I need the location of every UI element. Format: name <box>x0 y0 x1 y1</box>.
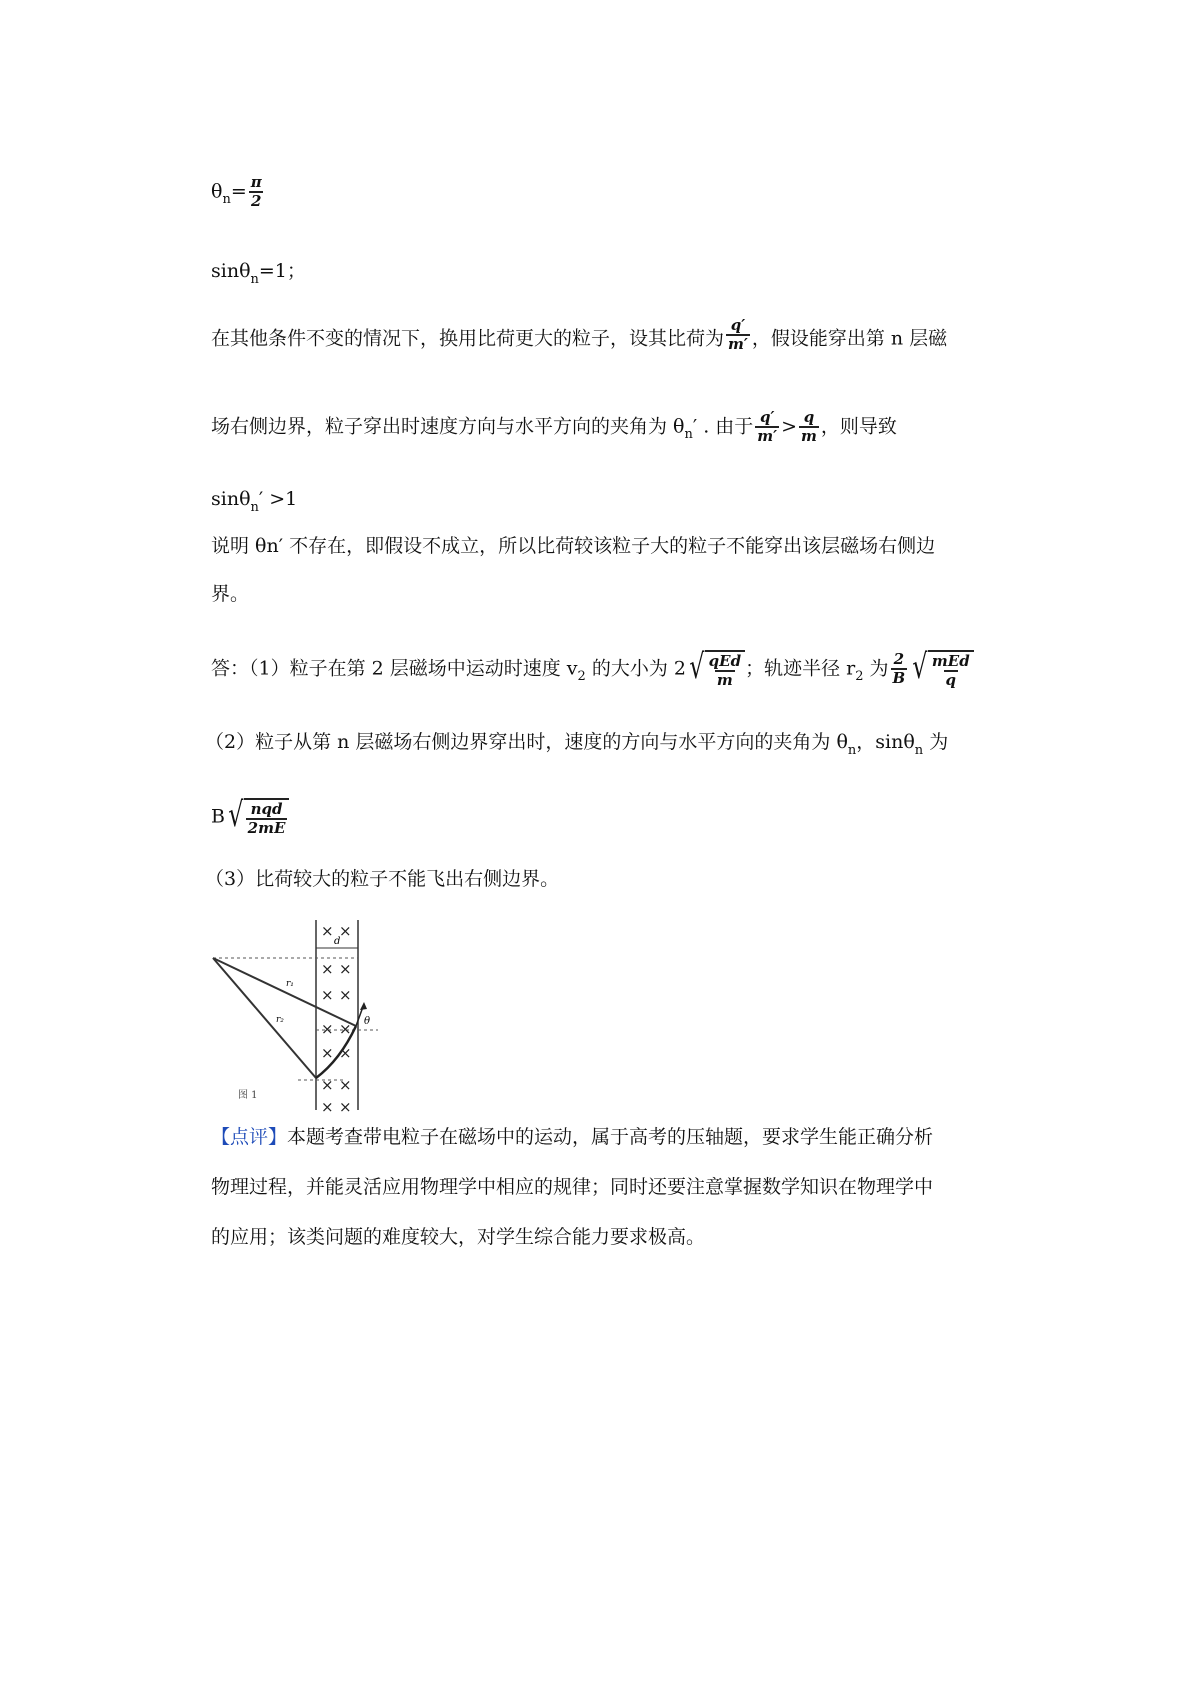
square-root <box>225 795 289 837</box>
text: 为 <box>923 731 949 753</box>
field-crosses <box>321 922 352 1115</box>
text: = <box>230 180 247 203</box>
text: 本题考查带电粒子在磁场中的运动，属于高考的压轴题，要求学生能正确分析 <box>287 1126 934 1148</box>
radical-sign: √ <box>689 647 705 687</box>
numerator: nqd <box>250 800 283 818</box>
square-root <box>909 647 973 689</box>
cross: × <box>321 1098 334 1115</box>
numerator: π <box>250 173 262 191</box>
denominator: B <box>892 668 906 687</box>
answer-1 <box>211 647 974 689</box>
cross: × <box>321 1076 334 1094</box>
subscript: n <box>684 427 693 443</box>
fraction <box>930 654 972 689</box>
numerator: q′ <box>759 408 775 426</box>
paragraph-line-6: 说明 θn′ 不存在，即假设不成立，所以比荷较该粒子大的粒子不能穿出该层磁场右侧边 <box>211 535 936 557</box>
answer-2-value <box>211 795 289 837</box>
text: ，假设能穿出第 n 层磁 <box>751 327 948 350</box>
text: 的大小为 2 <box>585 657 686 680</box>
arrow-head <box>360 1002 367 1010</box>
text: =1； <box>258 260 306 282</box>
cross: × <box>321 986 334 1004</box>
denominator: m <box>801 426 817 445</box>
label-r1: r₁ <box>286 979 294 989</box>
subscript: n <box>250 272 259 287</box>
square-root <box>686 647 745 689</box>
cross: × <box>339 986 352 1004</box>
paragraph-line-3 <box>211 316 948 357</box>
numerator: q <box>803 408 815 426</box>
cross: × <box>339 960 352 978</box>
comment-line-2: 物理过程，并能灵活应用物理学中相应的规律；同时还要注意掌握数学知识在物理学中 <box>211 1176 934 1198</box>
cross: × <box>339 1020 352 1038</box>
equation-theta-n <box>211 175 266 210</box>
radical-sign: √ <box>912 647 928 687</box>
answer-3: （3）比荷较大的粒子不能飞出右侧边界。 <box>205 868 560 890</box>
denominator: 2 <box>251 191 262 210</box>
denominator: q <box>945 670 957 689</box>
cross: × <box>339 1098 352 1115</box>
denominator: 2mE <box>247 818 286 837</box>
fraction <box>755 410 779 445</box>
subscript: n <box>222 192 231 208</box>
text: > <box>781 415 798 438</box>
text: 在其他条件不变的情况下，换用比荷更大的粒子，设其比荷为 <box>211 327 725 350</box>
diagram-svg <box>208 920 408 1115</box>
text: ；轨迹半径 r <box>745 657 856 680</box>
text: 答：（1）粒子在第 2 层磁场中运动时速度 v <box>211 657 578 680</box>
denominator: m′ <box>728 334 748 353</box>
text: B <box>211 805 225 828</box>
text: θ <box>211 180 223 203</box>
cross: × <box>321 960 334 978</box>
fraction <box>891 652 908 687</box>
cross: × <box>321 1044 334 1062</box>
subscript: n <box>847 743 857 758</box>
subscript: 2 <box>855 669 864 685</box>
radius-r2 <box>213 958 316 1078</box>
label-d: d <box>334 936 341 947</box>
cross: × <box>339 922 352 940</box>
text: （2）粒子从第 n 层磁场右侧边界穿出时，速度的方向与水平方向的夹角为 θ <box>205 731 848 753</box>
cross: × <box>321 922 334 940</box>
text: ，sinθ <box>856 731 915 753</box>
numerator: q′ <box>730 316 746 334</box>
numerator: mEd <box>931 652 970 670</box>
text: ，则导致 <box>820 415 897 438</box>
text: ′ >1 <box>258 488 298 510</box>
text: 为 <box>863 657 889 680</box>
fraction <box>707 654 743 689</box>
fraction <box>799 410 819 445</box>
comment-tag: 【点评】 <box>211 1126 288 1148</box>
figure-caption: 图 1 <box>238 1090 258 1101</box>
comment-line-1 <box>211 1128 933 1147</box>
fraction <box>246 802 288 837</box>
paragraph-line-7: 界。 <box>211 583 250 605</box>
numerator: qEd <box>708 652 742 670</box>
text: sinθ <box>211 260 251 282</box>
label-r2: r₂ <box>276 1015 284 1025</box>
radical-sign: √ <box>228 795 244 835</box>
denominator: m <box>716 670 733 689</box>
text: 场右侧边界，粒子穿出时速度方向与水平方向的夹角为 θ <box>211 415 685 438</box>
comment-line-3: 的应用；该类问题的难度较大，对学生综合能力要求极高。 <box>211 1226 706 1248</box>
denominator: m′ <box>757 426 778 445</box>
subscript: 2 <box>577 669 586 685</box>
radius-r1 <box>213 958 356 1026</box>
text: sinθ <box>211 488 251 510</box>
fraction <box>249 175 264 210</box>
cross: × <box>321 1020 334 1038</box>
label-theta: θ <box>364 1016 371 1027</box>
equation-sin-theta-n <box>211 260 306 287</box>
text: ′ . 由于 <box>692 415 754 438</box>
cross: × <box>339 1044 352 1062</box>
magnetic-field-diagram <box>208 920 408 1120</box>
subscript: n <box>250 500 259 515</box>
subscript: n <box>914 743 924 758</box>
fraction <box>726 318 750 353</box>
paragraph-line-4 <box>211 410 897 445</box>
numerator: 2 <box>893 650 905 668</box>
cross: × <box>339 1076 352 1094</box>
answer-2 <box>205 731 949 758</box>
equation-sin-theta-prime <box>211 488 298 515</box>
